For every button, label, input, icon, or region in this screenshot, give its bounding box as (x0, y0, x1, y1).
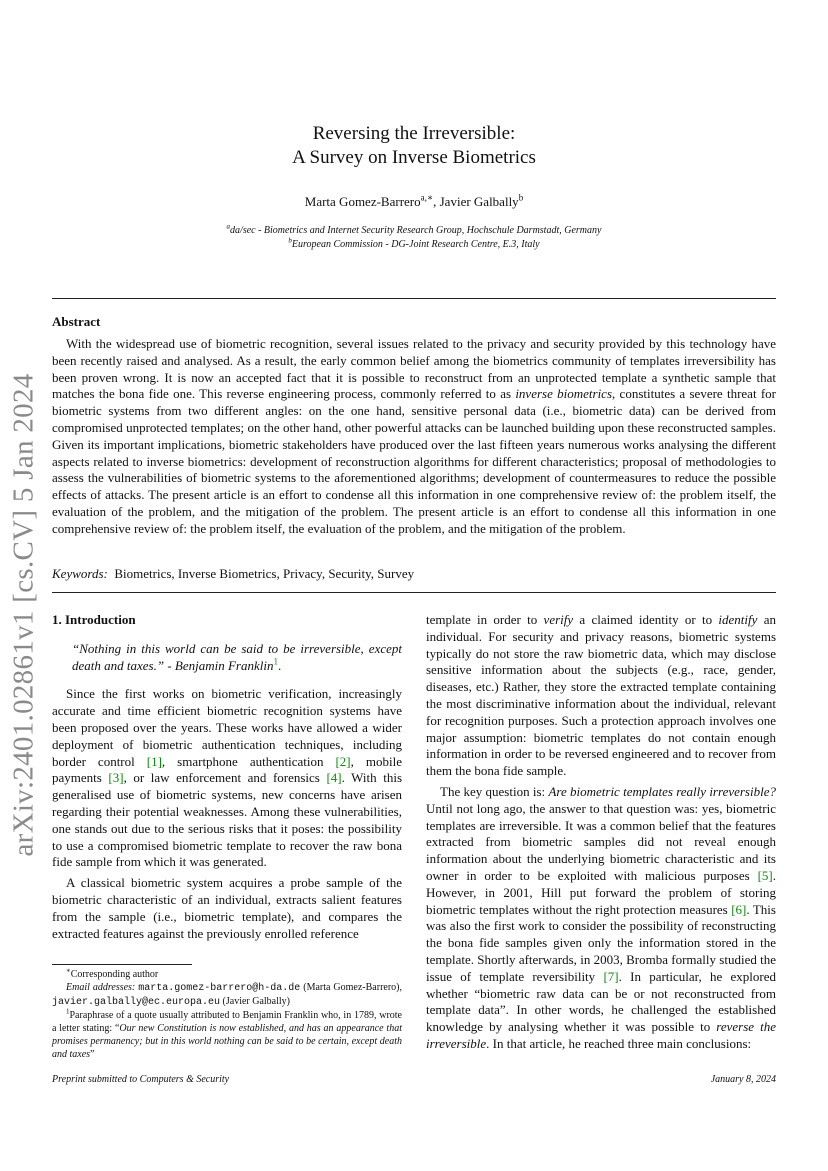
affil-text: da/sec - Biometrics and Internet Security Research Group, Hochschule Darmstadt, Germany (230, 225, 602, 236)
footnote-marker[interactable]: 1 (273, 656, 279, 667)
corresponding-note (52, 968, 402, 981)
text-run: The key question is: (440, 783, 549, 799)
left-column (52, 612, 402, 942)
footnote-text: (Javier Galbally) (220, 996, 291, 1007)
text-run: . With this generalised use of biometric systems, new concerns have arisen regarding their potential weaknesses. Among these vulnerabilities, one stands out due to the serious risks that it poses: the possibility to use a compromised biometric template to recover the raw bona fide sample from which it was generated. (52, 770, 402, 870)
text-run: . In particular, he explored whether “biometric raw data can be or not reconstructed from template data”. In other words, he challenged the established knowledge by analysing whether it was possible to (426, 968, 776, 1035)
footnote-text: (Marta Gomez-Barrero), (300, 982, 402, 993)
title-line-2: A Survey on Inverse Biometrics (292, 147, 536, 168)
intro-paragraph-4 (426, 784, 776, 1053)
footnote-mark: ∗ (66, 966, 71, 975)
text-run: Until not long ago, the answer to that question was: yes, biometric templates are irreversible. It was a common belief that the features extracted from biometric samples did not reveal enough information about the underlying biometric characteristic and its owner in order to be exploited with malicious purposes (426, 800, 776, 883)
footnotes (52, 968, 402, 1061)
footer-left: Preprint submitted to Computers & Security (52, 1074, 230, 1085)
keywords (52, 566, 776, 582)
abstract-part: With the widespread use of biometric recognition, several issues related to the privacy and security provided by this technology have been recently raised and analysed. As a result, the early common belief among the biometrics community of templates irreversibility has been proven wrong. It is now an accepted fact that it is possible to reconstruct from an unprotected template a synthetic sample that matches the bona fide one. This reverse engineering process, commonly referred to as (52, 336, 776, 402)
text-run: an individual. For security and privacy reasons, biometric systems typically do not store the raw biometric data, which may disclose sensitive information about the subjects (e.g., race, gender, diseases, etc.) Rather, they store the extracted template containing the most discriminative information about the individual, relevant for recognition purposes. Such a protection approach involves one major assumption: biometric templates do not contain enough information in order to be reversed engineered and to recover from them the bona fide sample. (426, 612, 776, 779)
email-note (52, 981, 402, 1009)
text-run: , smartphone authentication (161, 753, 336, 769)
author-name: Javier Galbally (439, 194, 519, 209)
affiliation-b (0, 238, 828, 252)
key-question: Are biometric templates really irreversible? (548, 783, 776, 799)
footnote-1 (52, 1009, 402, 1061)
citation-link[interactable]: [4] (326, 770, 342, 786)
footnote-text: Paraphrase of a quote usually attributed to Benjamin Franklin who, in 1789, wrote a letter stating: “ (52, 1010, 402, 1034)
citation-link[interactable]: [1] (146, 753, 162, 769)
epigraph-text: “Nothing in this world can be said to be irreversible, except death and taxes.” - Benjamin Franklin (72, 640, 402, 673)
text-run: template in order to (426, 612, 544, 627)
footnote-mark: 1 (66, 1007, 70, 1016)
affiliations (0, 224, 828, 252)
abstract-part: , constitutes a severe threat for biometric systems from two different angles: on the one hand, sensitive personal data (i.e., biometric data) can be derived from compromised unprotected templates; on the other hand, other powerful attacks can be launched building upon these reconstructed samples. Given its important implications, biometric stakeholders have produced over the last fifteen years numerous works analysing the different aspects related to inverse biometrics: development of reconstruction algorithms for different characteristics; proposal of methodologies to assess the vulnerabilities of biometric systems to the aforementioned algorithms; development of countermeasures to reduce the possible effects of attacks. The present article is an effort to condense all this information in one comprehensive review of: the problem itself, the evaluation of the problem, and the mitigation of the problem. The present article is an effort to condense all this information in one comprehensive review of: the problem itself, the evaluation of the problem, and the mitigation of the problem. (52, 386, 776, 536)
abstract-emphasis: inverse biometrics (515, 386, 613, 402)
citation-link[interactable]: [3] (108, 770, 124, 786)
author-separator: , (433, 194, 440, 209)
emphasis: identify (718, 612, 758, 627)
affil-text: European Commission - DG-Joint Research Centre, E.3, Italy (291, 239, 540, 250)
author-name: Marta Gomez-Barrero (304, 194, 421, 209)
email-link[interactable]: javier.galbally@ec.europa.eu (52, 997, 221, 1008)
arxiv-identifier: arXiv:2401.02861v1 [cs.CV] 5 Jan 2024 (7, 373, 40, 857)
top-rule (52, 298, 776, 299)
affil-mark: a (226, 222, 231, 231)
citation-link[interactable]: [7] (603, 968, 619, 984)
author-affil-mark: a,∗ (420, 192, 434, 203)
keywords-label: Keywords: (52, 566, 108, 581)
text-run: . However, in 2001, Hill put forward the problem of storing biometric templates without the right protection measures (426, 867, 776, 917)
intro-paragraph-1 (52, 686, 402, 871)
keywords-text: Biometrics, Inverse Biometrics, Privacy, Security, Survey (114, 566, 415, 581)
footnote-rule (52, 964, 192, 965)
footnote-quote: Our new Constitution is now established, and has an appearance that promises permanency; but in this world nothing can be said to be certain, except death and taxes (52, 1023, 402, 1060)
intro-paragraph-2: A classical biometric system acquires a probe sample of the biometric characteristic of an individual, extracts salient features from the sample (i.e., biometric template), and compares the extracted features against the previously enrolled reference (52, 875, 402, 941)
abstract-heading: Abstract (52, 314, 101, 329)
text-run: a claimed identity or to (573, 612, 719, 627)
text-run: Since the first works on biometric verification, increasingly accurate and time efficient biometric recognition systems have been proposed over the years. These works have allowed a wider deployment of biometric authentication techniques, including border control (52, 686, 402, 769)
bottom-rule (52, 592, 776, 593)
abstract-text (52, 336, 776, 538)
epigraph-end: . (278, 657, 282, 673)
email-label: Email addresses: (66, 982, 139, 993)
affil-mark: b (288, 236, 292, 245)
footer-right: January 8, 2024 (710, 1074, 776, 1085)
footnote-text: Corresponding author (70, 969, 159, 980)
epigraph (72, 641, 402, 675)
affiliation-a (0, 224, 828, 238)
right-column (426, 612, 776, 1053)
citation-link[interactable]: [5] (757, 867, 773, 883)
paper-title (0, 122, 828, 170)
author-list (0, 194, 828, 210)
email-link[interactable]: marta.gomez-barrero@h-da.de (138, 983, 301, 994)
intro-paragraph-3 (426, 612, 776, 780)
author-affil-mark: b (518, 192, 524, 203)
emphasis: verify (543, 612, 574, 627)
citation-link[interactable]: [2] (335, 753, 351, 769)
text-run: . This was also the first work to consider the possibility of reconstructing the bona fide samples given only the information stored in the template. Shortly afterwards, in 2003, Bromba formally studied the issue of template reversibility (426, 901, 776, 984)
emphasis: reverse the irreversible (426, 1019, 776, 1051)
text-run: . In that article, he reached three main conclusions: (486, 1035, 752, 1051)
text-run: , mobile payments (52, 753, 402, 786)
section-heading: 1. Introduction (52, 612, 136, 627)
footnote-text: ” (90, 1049, 95, 1060)
text-run: , or law enforcement and forensics (123, 770, 327, 786)
title-line-1: Reversing the Irreversible: (312, 123, 516, 144)
citation-link[interactable]: [6] (731, 901, 747, 917)
